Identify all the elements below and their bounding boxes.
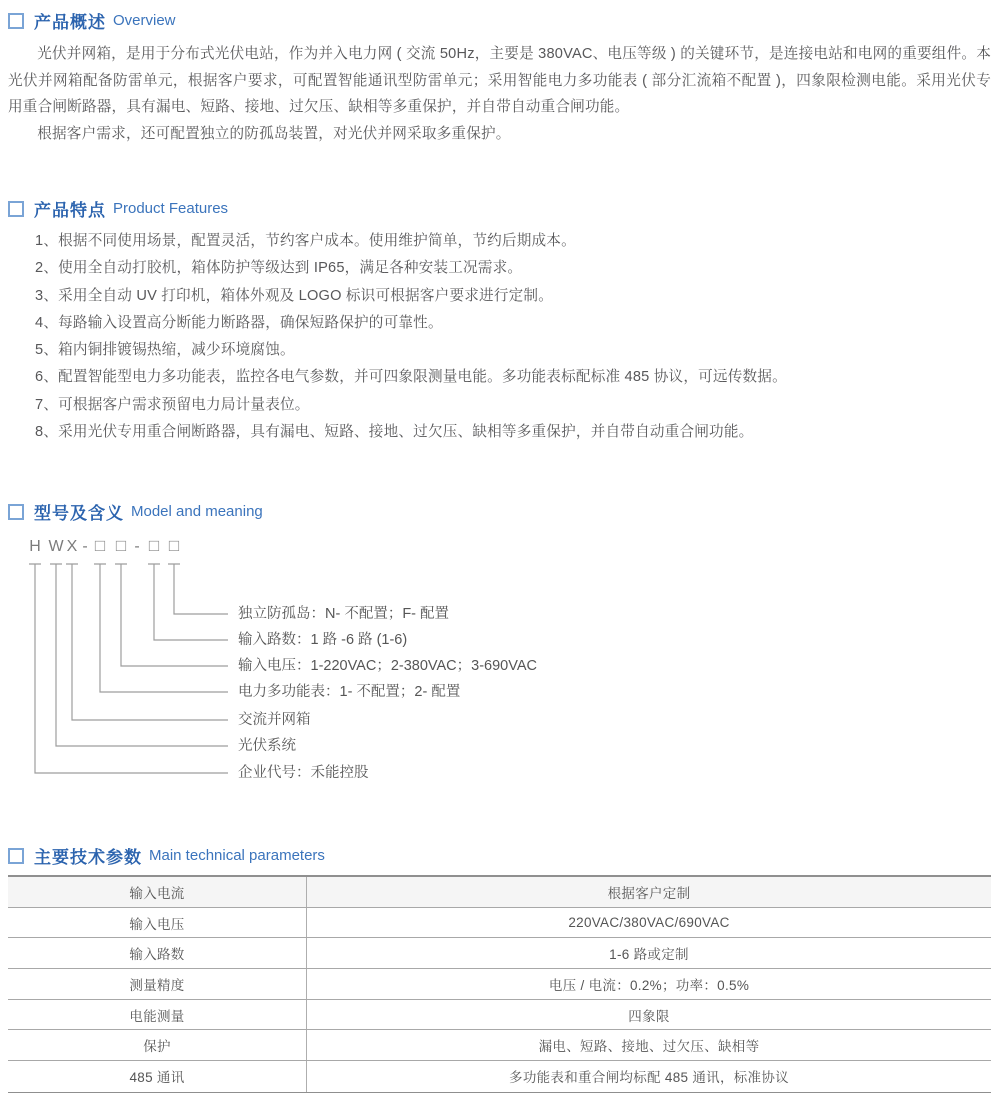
section-title: 产品概述 [34,13,106,32]
model-code-char: □ [115,536,127,555]
param-value: 四象限 [628,1008,670,1024]
param-name: 输入路数 [8,938,307,968]
overview-paragraph: 光伏并网箱，是用于分布式光伏电站，作为并入电力网 ( 交流 50Hz，主要是 380VAC、电压等级 ) 的关键环节，是连接电站和电网的重要组件。本光伏并网箱配备防雷单元，根据客户要求，可配置智能通讯型防雷单元；采用智能电力多功能表 ( 部分汇流箱不配置 )，四象限检测电能。采用光伏专用重合闸断路器，具有漏电、短路、接地、过欠压、缺相等多重保护，并自带自动重合闸功能。 [8,46,991,116]
feature-item: 6、配置智能型电力多功能表，监控各电气参数，并可四象限测量电能。多功能表标配标准 485 协议，可远传数据。 [35,369,787,386]
model-code-char: - [134,538,140,555]
feature-item: 2、使用全自动打胶机，箱体防护等级达到 IP65，满足各种安装工况需求。 [35,260,523,277]
model-code-char: □ [94,536,106,555]
model-label: 输入路数：1 路 -6 路 (1-6) [238,632,408,648]
table-row [8,1061,991,1092]
param-value: 1-6 路或定制 [609,947,689,963]
feature-item: 8、采用光伏专用重合闸断路器，具有漏电、短路、接地、过欠压、缺相等多重保护，并自带自动重合闸功能。 [35,424,754,441]
section-marker-icon [8,848,24,864]
model-label: 交流并网箱 [238,712,311,728]
feature-item: 5、箱内铜排镀锡热缩，减少环境腐蚀。 [35,342,295,359]
model-code-char: W [48,538,64,555]
model-label: 独立防孤岛：N- 不配置；F- 配置 [238,606,450,622]
overview-paragraph: 根据客户需求，还可配置独立的防孤岛装置，对光伏并网采取多重保护。 [37,125,511,142]
model-code-char: □ [168,536,180,555]
section-title: 型号及含义 [34,504,124,523]
section-subtitle: Product Features [113,200,229,217]
overview-body [8,41,991,147]
model-label: 电力多功能表：1- 不配置；2- 配置 [238,684,461,700]
table-row [8,1030,991,1061]
section-header-parameters [8,843,325,868]
table-row [8,969,991,1000]
model-label: 输入电压：1-220VAC；2-380VAC；3-690VAC [238,658,537,674]
section-marker-icon [8,201,24,217]
param-name: 输入电流 [8,877,307,907]
section-title: 产品特点 [34,201,106,220]
section-header-model [8,499,263,524]
model-diagram [0,535,1000,795]
model-code-char: □ [148,536,160,555]
features-list [35,228,985,446]
section-marker-icon [8,13,24,29]
table-row [8,877,991,908]
param-name: 485 通讯 [8,1061,307,1092]
model-label: 企业代号：禾能控股 [238,765,369,781]
param-value: 电压 / 电流：0.2%；功率：0.5% [548,977,750,993]
param-value: 漏电、短路、接地、过欠压、缺相等 [538,1039,760,1055]
params-table [8,875,991,1093]
model-code-char: - [82,538,88,555]
section-header-features [8,196,228,221]
section-header-overview [8,8,176,33]
feature-item: 4、每路输入设置高分断能力断路器，确保短路保护的可靠性。 [35,314,443,331]
param-value: 多功能表和重合闸均标配 485 通讯，标准协议 [509,1070,789,1086]
table-row [8,938,991,969]
feature-item: 3、采用全自动 UV 打印机，箱体外观及 LOGO 标识可根据客户要求进行定制。 [35,287,553,304]
table-row [8,908,991,939]
model-label: 光伏系统 [238,738,296,754]
model-code-char: X [66,538,78,555]
param-name: 测量精度 [8,969,307,999]
section-subtitle: Model and meaning [131,503,263,520]
section-marker-icon [8,504,24,520]
param-value: 220VAC/380VAC/690VAC [568,915,730,931]
param-name: 输入电压 [8,908,307,938]
table-row [8,1000,991,1031]
param-value: 根据客户定制 [607,885,691,901]
param-name: 保护 [8,1030,307,1060]
section-subtitle: Main technical parameters [149,847,325,864]
feature-item: 1、根据不同使用场景，配置灵活，节约客户成本。使用维护简单，节约后期成本。 [35,233,576,249]
section-subtitle: Overview [113,12,176,29]
section-title: 主要技术参数 [34,848,142,867]
model-code-char: H [29,538,41,555]
param-name: 电能测量 [8,1000,307,1030]
feature-item: 7、可根据客户需求预留电力局计量表位。 [35,396,310,413]
